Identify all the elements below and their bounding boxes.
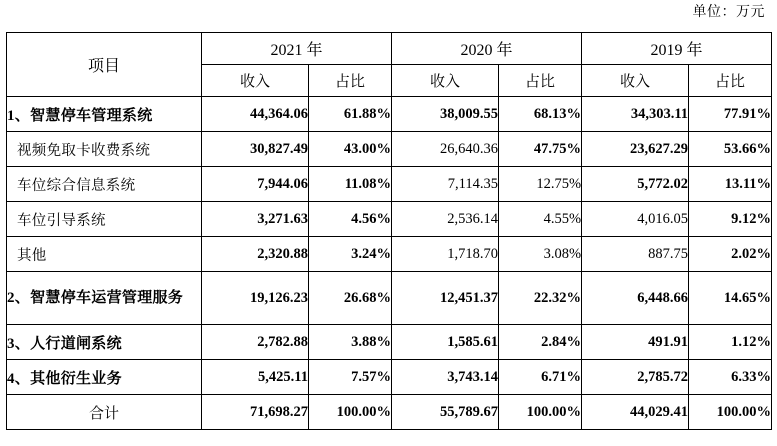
cell-share-2020: 3.08% (499, 237, 582, 272)
cell-share-2020: 4.55% (499, 202, 582, 237)
cell-revenue-2021: 30,827.49 (202, 132, 309, 167)
header-revenue-2021: 收入 (202, 65, 309, 97)
revenue-breakdown-table (6, 32, 772, 430)
cell-revenue-2021: 7,944.06 (202, 167, 309, 202)
header-share-2020: 占比 (499, 65, 582, 97)
cell-share-2019: 1.12% (689, 325, 772, 360)
cell-total-share-2020: 100.00% (499, 395, 582, 430)
cell-total-revenue-2020: 55,789.67 (392, 395, 499, 430)
header-item: 项目 (7, 33, 202, 97)
cell-revenue-2020: 2,536.14 (392, 202, 499, 237)
cell-share-2020: 68.13% (499, 97, 582, 132)
cell-revenue-2019: 5,772.02 (582, 167, 689, 202)
row-label: 3、人行道闸系统 (7, 325, 202, 360)
table-row (7, 167, 772, 202)
cell-revenue-2019: 34,303.11 (582, 97, 689, 132)
row-label: 1、智慧停车管理系统 (7, 97, 202, 132)
cell-share-2019: 53.66% (689, 132, 772, 167)
table-total-row (7, 395, 772, 430)
table-row (7, 132, 772, 167)
cell-total-share-2019: 100.00% (689, 395, 772, 430)
cell-share-2021: 4.56% (309, 202, 392, 237)
row-label: 视频免取卡收费系统 (7, 132, 202, 167)
cell-share-2021: 26.68% (309, 272, 392, 325)
cell-share-2020: 2.84% (499, 325, 582, 360)
table-row (7, 325, 772, 360)
cell-revenue-2020: 1,585.61 (392, 325, 499, 360)
cell-share-2019: 13.11% (689, 167, 772, 202)
row-label-total: 合计 (7, 395, 202, 430)
cell-share-2021: 11.08% (309, 167, 392, 202)
table-row (7, 360, 772, 395)
table-row (7, 272, 772, 325)
header-year-2021: 2021 年 (202, 33, 392, 65)
row-label: 车位综合信息系统 (7, 167, 202, 202)
row-label: 车位引导系统 (7, 202, 202, 237)
cell-share-2020: 22.32% (499, 272, 582, 325)
cell-share-2020: 47.75% (499, 132, 582, 167)
cell-revenue-2019: 887.75 (582, 237, 689, 272)
cell-revenue-2019: 2,785.72 (582, 360, 689, 395)
cell-share-2021: 3.88% (309, 325, 392, 360)
table-body (7, 97, 772, 430)
cell-share-2020: 6.71% (499, 360, 582, 395)
cell-revenue-2020: 1,718.70 (392, 237, 499, 272)
header-revenue-2020: 收入 (392, 65, 499, 97)
cell-revenue-2020: 7,114.35 (392, 167, 499, 202)
cell-total-revenue-2021: 71,698.27 (202, 395, 309, 430)
header-year-2020: 2020 年 (392, 33, 582, 65)
cell-revenue-2020: 12,451.37 (392, 272, 499, 325)
cell-share-2021: 7.57% (309, 360, 392, 395)
cell-total-share-2021: 100.00% (309, 395, 392, 430)
cell-total-revenue-2019: 44,029.41 (582, 395, 689, 430)
header-year-2019: 2019 年 (582, 33, 772, 65)
header-share-2021: 占比 (309, 65, 392, 97)
header-share-2019: 占比 (689, 65, 772, 97)
cell-revenue-2020: 3,743.14 (392, 360, 499, 395)
cell-share-2019: 2.02% (689, 237, 772, 272)
cell-revenue-2021: 2,320.88 (202, 237, 309, 272)
cell-revenue-2019: 491.91 (582, 325, 689, 360)
row-label: 2、智慧停车运营管理服务 (7, 272, 202, 325)
cell-share-2021: 61.88% (309, 97, 392, 132)
cell-share-2019: 14.65% (689, 272, 772, 325)
cell-revenue-2021: 44,364.06 (202, 97, 309, 132)
table-row (7, 237, 772, 272)
cell-revenue-2020: 26,640.36 (392, 132, 499, 167)
header-row-years (7, 33, 772, 65)
cell-share-2019: 6.33% (689, 360, 772, 395)
cell-revenue-2020: 38,009.55 (392, 97, 499, 132)
cell-revenue-2019: 6,448.66 (582, 272, 689, 325)
cell-revenue-2021: 3,271.63 (202, 202, 309, 237)
cell-share-2021: 43.00% (309, 132, 392, 167)
cell-share-2020: 12.75% (499, 167, 582, 202)
table-header (7, 33, 772, 97)
table-row (7, 97, 772, 132)
cell-revenue-2021: 19,126.23 (202, 272, 309, 325)
row-label: 4、其他衍生业务 (7, 360, 202, 395)
cell-share-2019: 77.91% (689, 97, 772, 132)
cell-share-2019: 9.12% (689, 202, 772, 237)
cell-revenue-2019: 4,016.05 (582, 202, 689, 237)
cell-revenue-2021: 2,782.88 (202, 325, 309, 360)
cell-revenue-2021: 5,425.11 (202, 360, 309, 395)
header-revenue-2019: 收入 (582, 65, 689, 97)
cell-revenue-2019: 23,627.29 (582, 132, 689, 167)
row-label: 其他 (7, 237, 202, 272)
cell-share-2021: 3.24% (309, 237, 392, 272)
table-row (7, 202, 772, 237)
unit-note: 单位：万元 (692, 5, 765, 20)
